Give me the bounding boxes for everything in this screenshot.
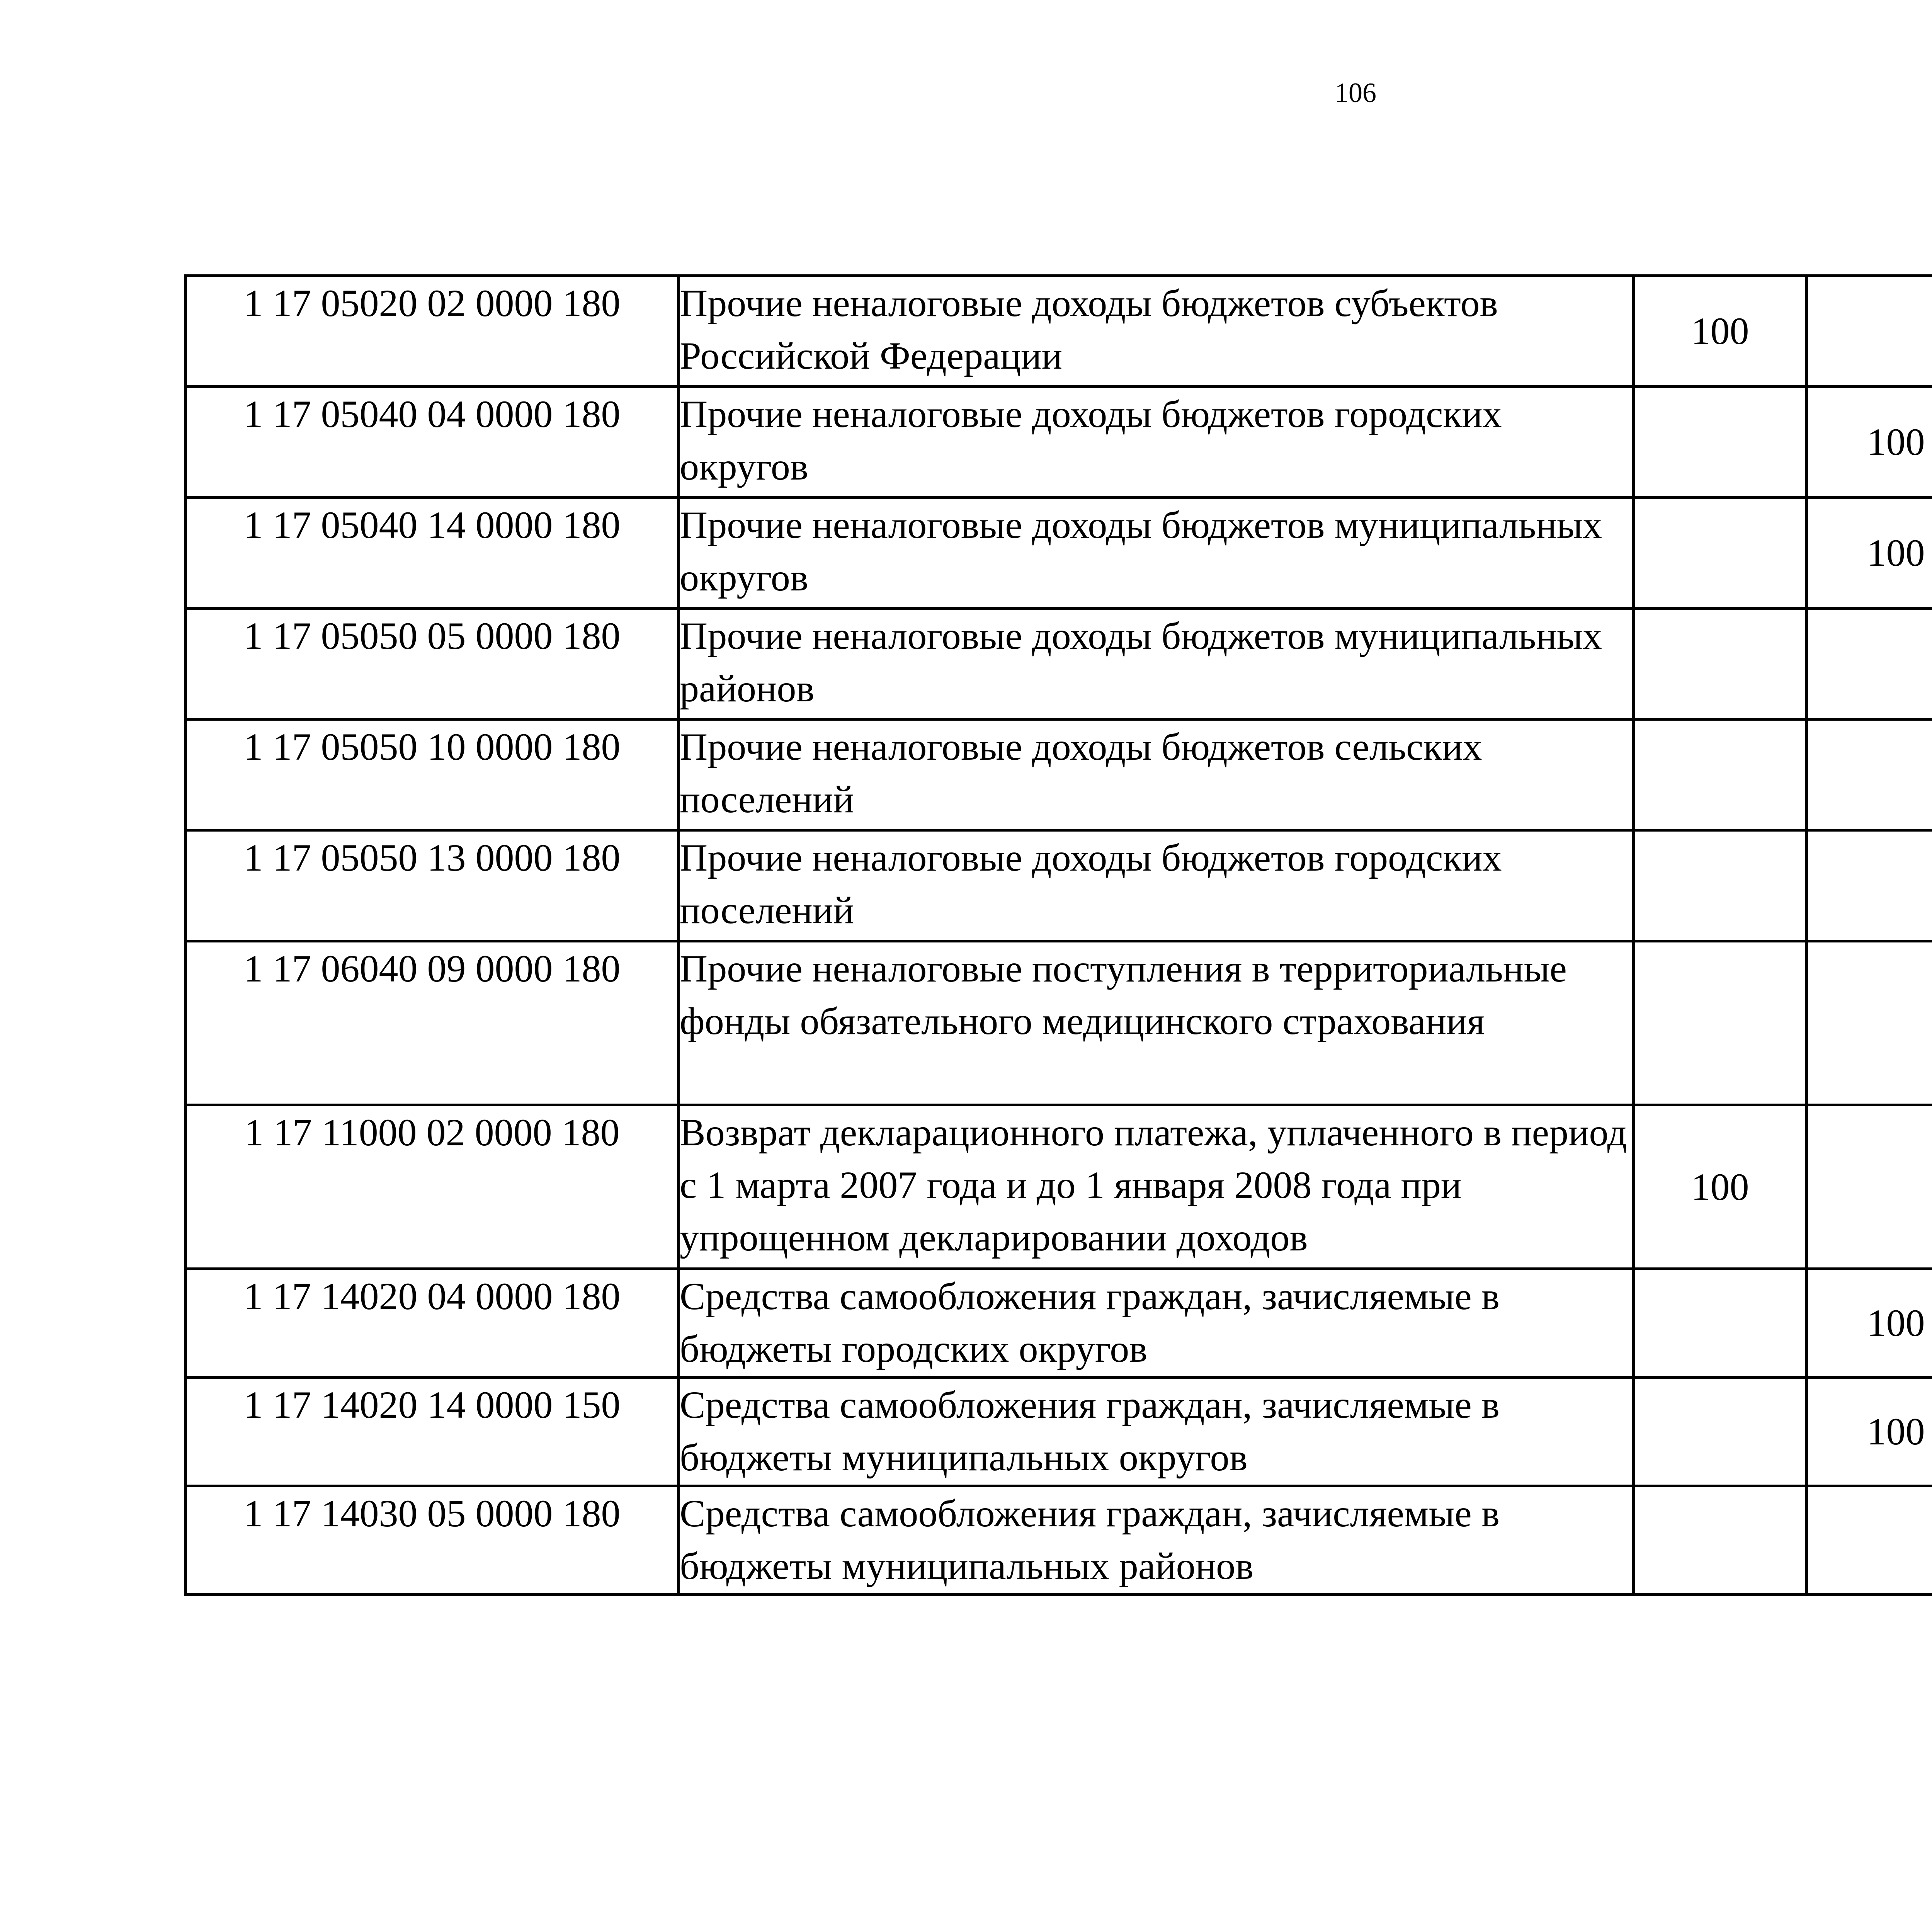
description-cell: Прочие неналоговые поступления в территориальные фонды обязательного медицинского страхования [679, 941, 1634, 1105]
value-cell-col2 [1807, 1105, 1932, 1269]
description-cell: Прочие неналоговые доходы бюджетов городских округов [679, 387, 1634, 498]
value-cell-col2 [1807, 1486, 1932, 1595]
table-row [186, 1378, 1932, 1486]
value-cell-col1 [1634, 720, 1807, 830]
revenue-code-cell: 1 17 11000 02 0000 180 [186, 1105, 679, 1269]
value-cell-col2 [1807, 609, 1932, 720]
budget-revenue-table [184, 274, 1932, 1596]
description-cell: Средства самообложения граждан, зачисляемые в бюджеты городских округов [679, 1269, 1634, 1378]
value-cell-col2: 100 [1807, 387, 1932, 498]
table-row [186, 276, 1932, 387]
table-row [186, 609, 1932, 720]
revenue-code-cell: 1 17 05020 02 0000 180 [186, 276, 679, 387]
value-cell-col1 [1634, 387, 1807, 498]
value-cell-col2: 100 [1807, 1269, 1932, 1378]
revenue-code-cell: 1 17 05050 10 0000 180 [186, 720, 679, 830]
revenue-code-cell: 1 17 14030 05 0000 180 [186, 1486, 679, 1595]
table-row [186, 941, 1932, 1105]
value-cell-col1: 100 [1634, 276, 1807, 387]
revenue-code-cell: 1 17 05050 05 0000 180 [186, 609, 679, 720]
description-cell: Средства самообложения граждан, зачисляемые в бюджеты муниципальных округов [679, 1378, 1634, 1486]
value-cell-col2 [1807, 720, 1932, 830]
page-number: 106 [1335, 77, 1376, 108]
table-row [186, 720, 1932, 830]
value-cell-col1 [1634, 941, 1807, 1105]
description-cell: Прочие неналоговые доходы бюджетов городских поселений [679, 830, 1634, 941]
table-row [186, 1486, 1932, 1595]
value-cell-col2 [1807, 830, 1932, 941]
value-cell-col1 [1634, 1486, 1807, 1595]
value-cell-col1 [1634, 830, 1807, 941]
table-row [186, 830, 1932, 941]
value-cell-col1 [1634, 1269, 1807, 1378]
description-cell: Возврат декларационного платежа, уплаченного в период с 1 марта 2007 года и до 1 января 2008 года при упрощенном декларировании доходов [679, 1105, 1634, 1269]
revenue-code-cell: 1 17 06040 09 0000 180 [186, 941, 679, 1105]
value-cell-col2: 100 [1807, 1378, 1932, 1486]
revenue-code-cell: 1 17 05040 14 0000 180 [186, 498, 679, 609]
table-row [186, 1269, 1932, 1378]
revenue-code-cell: 1 17 14020 04 0000 180 [186, 1269, 679, 1378]
revenue-code-cell: 1 17 14020 14 0000 150 [186, 1378, 679, 1486]
table-row [186, 498, 1932, 609]
revenue-code-cell: 1 17 05040 04 0000 180 [186, 387, 679, 498]
description-cell: Прочие неналоговые доходы бюджетов сельских поселений [679, 720, 1634, 830]
description-cell: Средства самообложения граждан, зачисляемые в бюджеты муниципальных районов [679, 1486, 1634, 1595]
value-cell-col2: 100 [1807, 498, 1932, 609]
value-cell-col1 [1634, 498, 1807, 609]
table-row [186, 1105, 1932, 1269]
description-cell: Прочие неналоговые доходы бюджетов субъектов Российской Федерации [679, 276, 1634, 387]
table-row [186, 387, 1932, 498]
description-cell: Прочие неналоговые доходы бюджетов муниципальных районов [679, 609, 1634, 720]
value-cell-col1: 100 [1634, 1105, 1807, 1269]
revenue-code-cell: 1 17 05050 13 0000 180 [186, 830, 679, 941]
value-cell-col1 [1634, 609, 1807, 720]
value-cell-col2 [1807, 941, 1932, 1105]
value-cell-col2 [1807, 276, 1932, 387]
description-cell: Прочие неналоговые доходы бюджетов муниципальных округов [679, 498, 1634, 609]
value-cell-col1 [1634, 1378, 1807, 1486]
